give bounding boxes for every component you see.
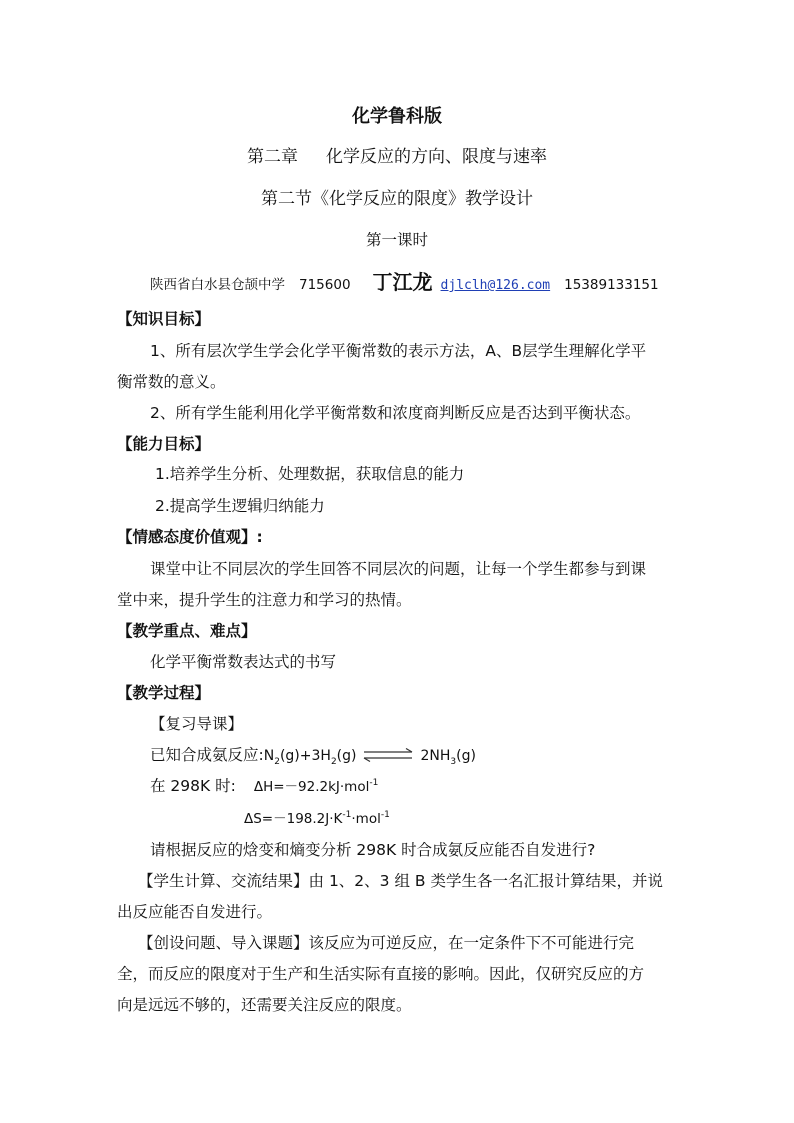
enthalpy-value: ΔH=－92.2kJ·mol$^{-1}$ [253, 778, 379, 795]
review-heading: 【复习导课】 [150, 715, 244, 733]
ability-item-1: 1.培养学生分析、处理数据，获取信息的能力 [155, 465, 465, 483]
chapter-name: 化学反应的方向、限度与速率 [326, 147, 547, 167]
create-line-2: 全，而反应的限度对于生产和生活实际有直接的影响。因此，仅研究反应的方 [117, 965, 645, 983]
process-heading: 【教学过程】 [117, 684, 211, 702]
edition-title: 化学鲁科版 [352, 106, 442, 127]
ability-heading: 【能力目标】 [117, 435, 211, 453]
create-heading: 【创设问题、导入课题】 [138, 934, 309, 952]
calc-line-2: 出反应能否自发进行。 [117, 903, 273, 921]
school-name: 陕西省白水县仓颉中学 [150, 277, 285, 293]
calc-heading: 【学生计算、交流结果】 [138, 872, 309, 890]
emotion-heading: 【情感态度价值观】: [117, 528, 263, 546]
author-name: 丁江龙 [372, 270, 433, 294]
create-line-1: 【创设问题、导入课题】该反应为可逆反应，在一定条件下不可能进行完 [138, 934, 635, 952]
knowledge-item-1-line-2: 衡常数的意义。 [117, 373, 226, 391]
keypoints-text: 化学平衡常数表达式的书写 [150, 653, 337, 671]
author-line [150, 272, 659, 293]
create-line-3: 向是远远不够的，还需要关注反应的限度。 [117, 996, 412, 1014]
knowledge-item-1-line-1: 1、所有层次学生学会化学平衡常数的表示方法，A、B层学生理解化学平 [150, 342, 647, 360]
section-title: 第二节《化学反应的限度》教学设计 [261, 189, 533, 209]
reaction-line [150, 748, 476, 767]
author-phone: 15389133151 [564, 277, 659, 293]
chapter-number: 第二章 [247, 147, 298, 167]
author-email[interactable]: djlclh@126.com [440, 278, 551, 293]
keypoints-heading: 【教学重点、难点】 [117, 622, 257, 640]
emotion-line-1: 课堂中让不同层次的学生回答不同层次的问题，让每一个学生都参与到课 [150, 560, 647, 578]
ability-item-2: 2.提高学生逻辑归纳能力 [155, 497, 325, 515]
question-text: 请根据反应的焓变和熵变分析 298K 时合成氨反应能否自发进行? [150, 841, 596, 859]
calc-line-1: 【学生计算、交流结果】由 1、2、3 组 B 类学生各一名汇报计算结果，并说 [138, 872, 663, 890]
reaction-right: $2NH_3(g)$ [420, 748, 476, 767]
reaction-prefix: 已知合成氨反应: [150, 746, 264, 764]
reaction-left: $N_2(g)+3H_2(g)$ [263, 748, 357, 767]
knowledge-heading: 【知识目标】 [117, 310, 211, 328]
chapter-title [0, 149, 794, 166]
lesson-title: 第一课时 [365, 231, 428, 249]
temperature-label: 在 298K 时: [150, 777, 236, 795]
entropy-value: $\Delta S=-198.2J\cdot K^{-1}\cdot mol^{-1}$ [244, 810, 390, 827]
temperature-line [150, 779, 378, 795]
knowledge-item-2: 2、所有学生能利用化学平衡常数和浓度商判断反应是否达到平衡状态。 [150, 404, 641, 422]
emotion-line-2: 堂中来，提升学生的注意力和学习的热情。 [117, 591, 412, 609]
postcode: 715600 [299, 277, 351, 293]
equilibrium-arrow-icon [362, 748, 414, 762]
